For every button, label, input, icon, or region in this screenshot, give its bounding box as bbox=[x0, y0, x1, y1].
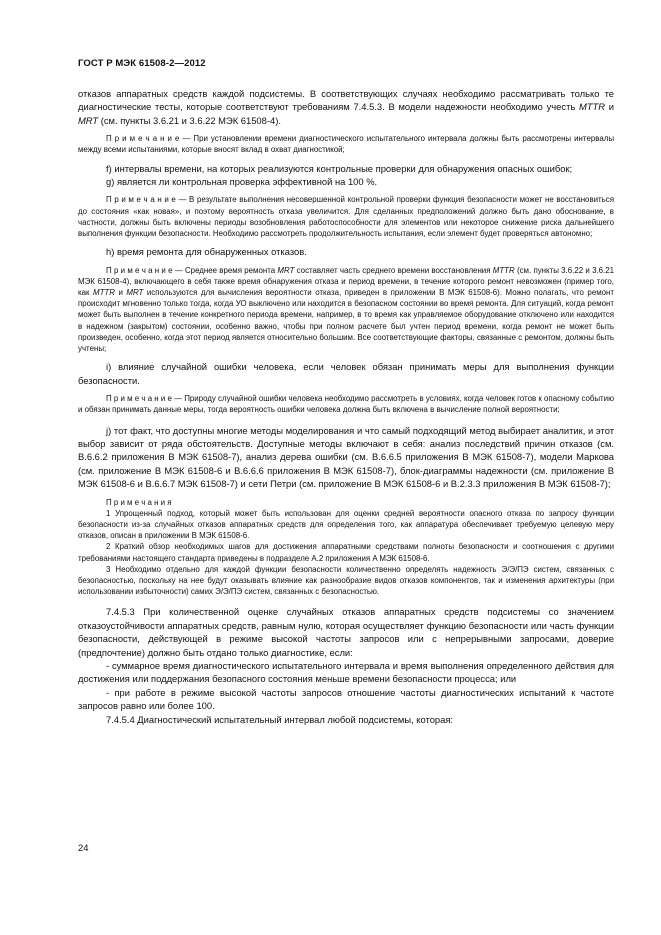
list-item-h: h) время ремонта для обнаруженных отказов. bbox=[106, 246, 307, 258]
note-human-error: П р и м е ч а н и е — Природу случайной ошибки человека необходимо рассмотреть в условиях, когда человек готов к опасному событию и обязан принимать данные меры, тогда вероятность ошибки человека должна быть включена в вычисление полной вероятности; bbox=[78, 394, 615, 415]
note-1: 1 Упрощенный подход, который может быть использован для оценки средней вероятности опасного отказа по запросу функции безопасности из-за случайных отказов аппаратных средств для определения того, как аппаратура обеспечивает требуемую целевую меру отказов, описан в приложении B МЭК 61508-6. bbox=[78, 508, 614, 541]
paragraph-intro: отказов аппаратных средств каждой подсистемы. В соответствующих случаях необходимо рассматривать только те диагностические тесты, которые соответствуют требованиям 7.4.5.3. В модели надежности необходимо учесть MTTR и MRT (см. пункты 3.6.21 и 3.6.22 МЭК 61508-4). bbox=[78, 88, 615, 126]
note-diagnostic-interval: П р и м е ч а н и е — При установлении времени диагностического испытательного интервала должны быть рассмотрены интервалы между всеми испытаниями, которые вносят вклад в охват диагностикой; bbox=[78, 134, 614, 155]
list-item-j: j) тот факт, что доступны многие методы моделирования и что самый подходящий метод выбирает аналитик, и этот выбор зависит от ряда обстоятельств. Доступные методы включают в себя: анализ последствий причин отказов (см. B.6.6.2 приложения B МЭК 61508-7), анализ дерева ошибки (см. B.6.6.5 приложения B МЭК 61508-7), модели Маркова (см. приложение B МЭК 61508-6 и B.6.6.6 приложения B МЭК 61508-7), блок-диаграммы надежности (см. приложение B МЭК 61508-6 и B.6.6.7 МЭК 61508-7) и сети Петри (см. приложение B МЭК 61508-6 и B.2.3.3 приложения B МЭК 61508-7); bbox=[78, 424, 614, 490]
list-item-f: f) интервалы времени, на которых реализуются контрольные проверки для обнаружения опасных ошибок; bbox=[106, 162, 573, 174]
condition-dash-1: - суммарное время диагностического испытательного интервала и время выполнения определенного действия для достижения или поддержания безопасного состояния меньше времени безопасности процесса; или bbox=[78, 659, 614, 685]
note-proof-test: П р и м е ч а н и е — В результате выполнения несовершенной контрольной проверки функция безопасности может не восстановиться до состояния «как новая», и поэтому вероятность отказа увеличится. Для сделанных предположений должно быть дано обоснование, в частности, должны быть включены периоды возобновления работоспособности для элементов или некоторое снижение риска дальнейшего выполнения функции безопасности. Необходимо рассмотреть продолжительность испытания, если элемент будет проверяться автономно; bbox=[78, 195, 614, 239]
document-page bbox=[78, 58, 614, 726]
list-item-g: g) является ли контрольная проверка эффективной на 100 %. bbox=[106, 176, 378, 188]
notes-title: П р и м е ч а н и я bbox=[106, 497, 172, 507]
document-header: ГОСТ Р МЭК 61508-2—2012 bbox=[78, 58, 206, 69]
note-repair-time: П р и м е ч а н и е — Среднее время ремонта MRT составляет часть среднего времени восстановления MTTR (см. пункты 3.6.22 и 3.6.21 МЭК 61508-4), включающего в себя также время обнаружения отказа и период времени, в течение которого ремонт невозможен (пример того, как MTTR и MRT используются для вычисления вероятности отказа, приведен в приложении B МЭК 61508-6). Можно полагать, что ремонт происходит мгновенно только тогда, когда УО выключено или находится в безопасном состоянии во время ремонта. Для ситуаций, когда ремонт может быть выполнен в течение конкретного периода времени, например, в то время как управляемое оборудование отключено или находится в надежном (закрытом) состоянии, особенно важно, чтобы при полном расчете был учтен период времени, когда ремонт не может быть произведен, особенно, когда этот период является относительно большим. Все соответствующие факторы, связанные с ремонтом, должны быть учтены; bbox=[78, 265, 615, 354]
list-item-i: i) влияние случайной ошибки человека, если человек обязан принимать меры для выполнения функции безопасности. bbox=[78, 361, 614, 386]
note-2: 2 Краткий обзор необходимых шагов для достижения аппаратными средствами полноты безопасности и соотношения с другими требованиями настоящего стандарта приведены в подразделе A.2 приложения A МЭК 61508-6. bbox=[78, 542, 614, 563]
section-7-4-5-3: 7.4.5.3 При количественной оценке случайных отказов аппаратных средств подсистемы со значением отказоустойчивости аппаратных средств, равным нулю, которая осуществляет функцию безопасности или часть функции безопасности, действующей в режиме высокой частоты запросов или с непрерывными запросами, доверие (предпочтение) должно быть отдано только диагностике, если: bbox=[78, 606, 614, 658]
note-3: 3 Необходимо отдельно для каждой функции безопасности количественно определять надежность Э/Э/ПЭ систем, связанных с безопасностью, поскольку на нее будут оказывать влияние как разнообразие видов отказов компонентов, так и изменения архитектуры (при использовании избыточности) самих Э/Э/ПЭ систем, связанных с безопасностью. bbox=[78, 564, 614, 597]
page-number: 24 bbox=[78, 842, 89, 853]
section-7-4-5-4: 7.4.5.4 Диагностический испытательный интервал любой подсистемы, которая: bbox=[106, 713, 454, 725]
condition-dash-2: - при работе в режиме высокой частоты запросов отношение частоты диагностических испытаний к частоте запросов равно или более 100. bbox=[78, 686, 614, 712]
